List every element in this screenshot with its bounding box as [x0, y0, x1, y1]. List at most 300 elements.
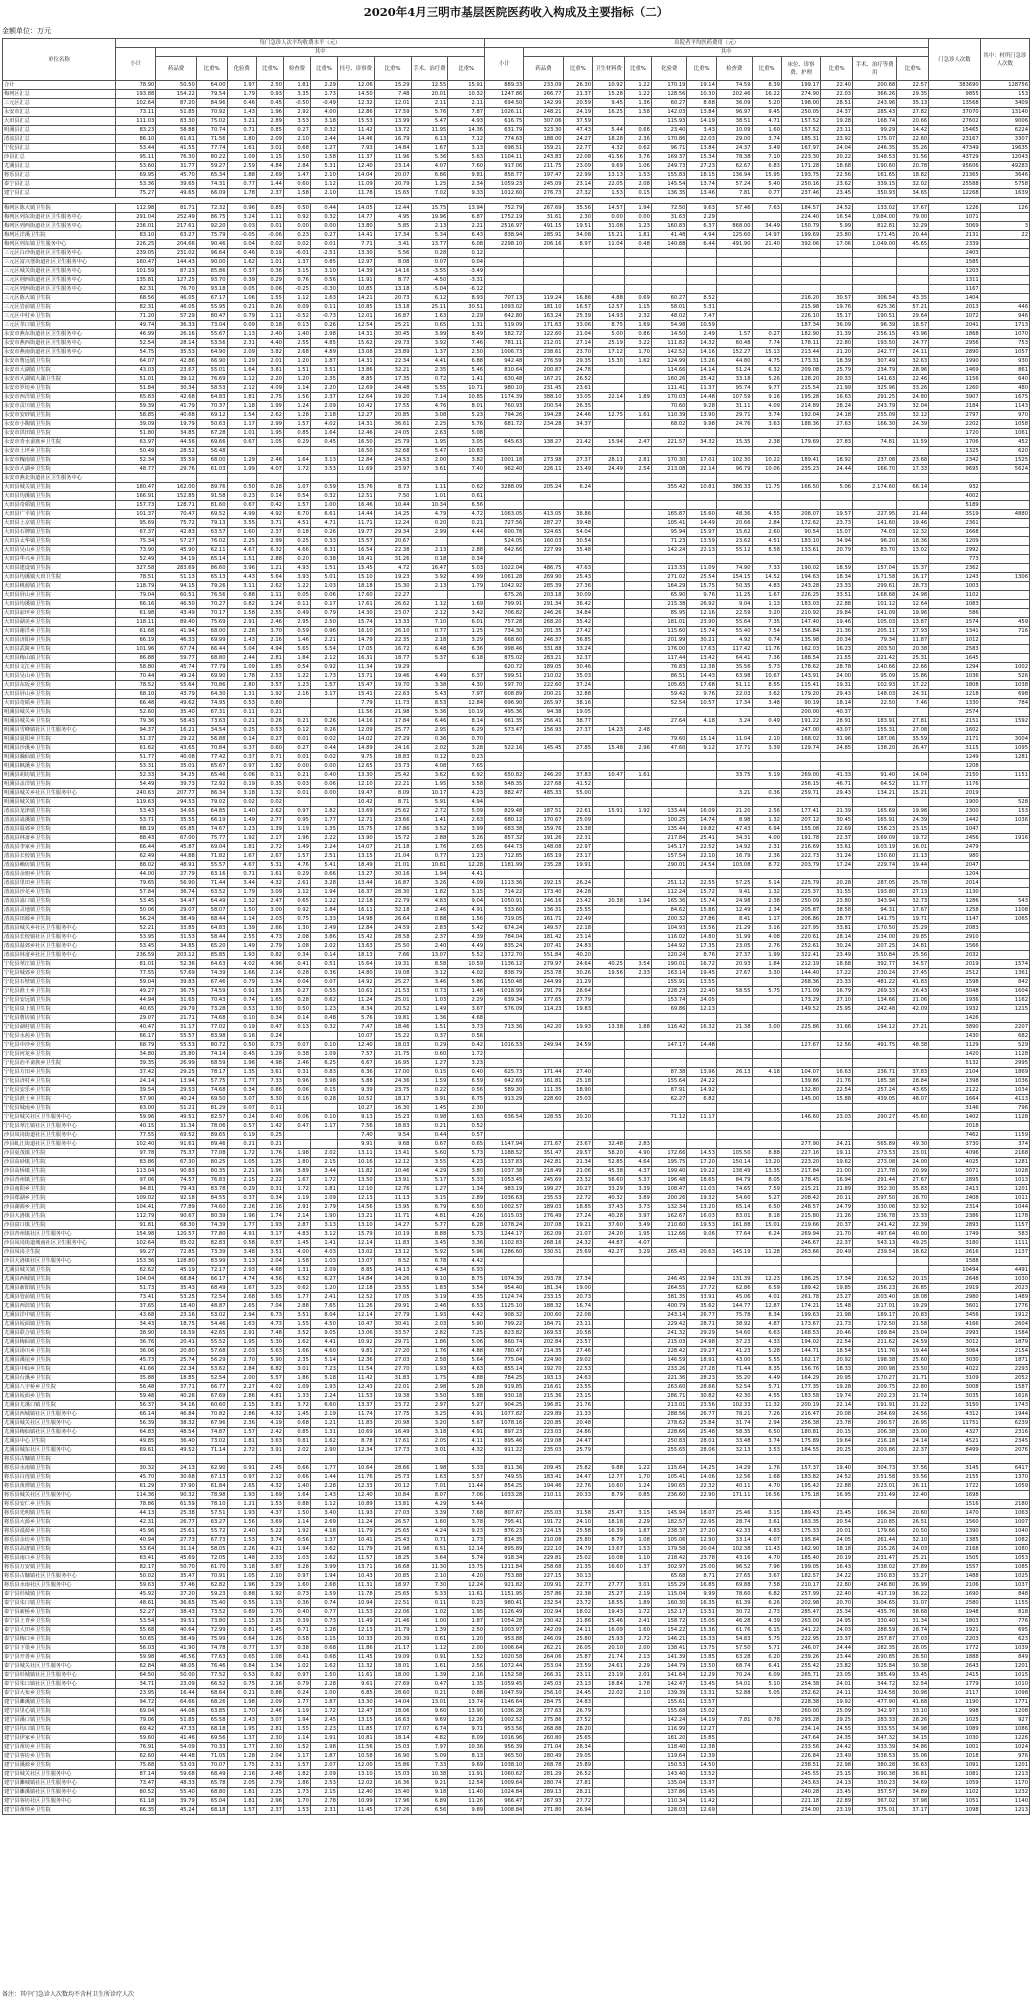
table-cell: 2.11 — [411, 99, 448, 108]
table-cell — [716, 1077, 752, 1086]
table-cell — [716, 1122, 752, 1131]
table-cell: 1574 — [929, 618, 981, 627]
table-cell: 23.15 — [897, 825, 929, 834]
table-cell: 0.44 — [310, 744, 337, 753]
table-cell: 10.34 — [411, 501, 448, 510]
table-row — [3, 681, 1030, 690]
table-cell: 5.75 — [752, 987, 781, 996]
table-cell: 1361 — [980, 969, 1029, 978]
table-cell: 55.01 — [196, 366, 227, 375]
table-cell: 109.02 — [115, 1194, 155, 1203]
table-cell: 5.40 — [752, 180, 781, 189]
table-cell: 2.49 — [687, 330, 716, 339]
table-cell: -0.49 — [310, 99, 337, 108]
table-cell: 55.12 — [716, 546, 752, 555]
table-cell — [781, 1050, 820, 1059]
table-cell — [256, 474, 283, 483]
table-cell: 13568 — [929, 99, 981, 108]
table-row — [3, 483, 1030, 492]
table-cell: 127.25 — [156, 276, 196, 285]
table-cell: 29.00 — [716, 135, 752, 144]
table-cell: 27.10 — [821, 996, 853, 1005]
row-unit-name: 永安市青水畲族乡卫生院 — [3, 438, 116, 447]
table-cell: 1.61 — [227, 144, 256, 153]
table-cell: 255.42 — [781, 1662, 820, 1671]
table-cell: 31.77 — [156, 162, 196, 171]
table-cell: 49283 — [980, 162, 1029, 171]
table-cell: 25.73 — [374, 1473, 411, 1482]
table-cell: 2202 — [929, 420, 981, 429]
table-row — [3, 1239, 1030, 1248]
table-cell: 70.44 — [115, 672, 155, 681]
table-cell: 46.99 — [115, 330, 155, 339]
table-cell: 8.39 — [752, 81, 781, 90]
table-cell: 44.88 — [156, 852, 196, 861]
row-unit-name: 尤溪县西城镇卫生院 — [3, 1275, 116, 1284]
table-cell: 20.10 — [593, 1644, 625, 1653]
table-cell: 3.72 — [283, 1401, 310, 1410]
table-cell: 25.38 — [156, 1509, 196, 1518]
table-cell: -0.25 — [283, 285, 310, 294]
table-cell: 44.13 — [115, 1509, 155, 1518]
table-cell: 57.90 — [115, 1095, 155, 1104]
table-cell: 75.72 — [156, 519, 196, 528]
table-cell: 19.28 — [821, 1383, 853, 1392]
table-cell: 23.78 — [687, 1554, 716, 1563]
table-cell: 8.78 — [337, 1437, 374, 1446]
table-cell: 25.77 — [374, 726, 411, 735]
table-cell: 41.52 — [563, 780, 592, 789]
table-cell: 374 — [980, 1140, 1029, 1149]
table-cell: 236.60 — [651, 1491, 687, 1500]
table-cell — [593, 555, 625, 564]
table-cell: 36.85 — [563, 636, 592, 645]
table-cell — [853, 474, 897, 483]
table-cell: 14.44 — [337, 510, 374, 519]
table-cell: 24.21 — [821, 1140, 853, 1149]
table-cell: 207.08 — [524, 1221, 563, 1230]
table-cell: 2.99 — [256, 420, 283, 429]
table-cell: 24.56 — [897, 1410, 929, 1419]
table-cell: 3.52 — [283, 1329, 310, 1338]
table-cell: 59.77 — [156, 654, 196, 663]
table-cell: 13.84 — [687, 108, 716, 117]
row-unit-name: 大田县均溪镇卫生院 — [3, 492, 116, 501]
table-cell: 36.65 — [156, 1599, 196, 1608]
table-cell: 0.19 — [256, 249, 283, 258]
table-cell: 11751 — [929, 1419, 981, 1428]
table-cell: 713.36 — [485, 1023, 524, 1032]
table-cell: 3.63 — [752, 420, 781, 429]
table-cell: 22.40 — [821, 81, 853, 90]
row-unit-name: 清流县温郊乡社区卫生服务中心 — [3, 942, 116, 951]
table-row — [3, 1131, 1030, 1140]
table-cell: 285.39 — [524, 582, 563, 591]
table-cell: 16.37 — [337, 888, 374, 897]
table-cell: 167.97 — [781, 144, 820, 153]
table-cell: 2.16 — [448, 1671, 485, 1680]
table-cell: 495.36 — [485, 708, 524, 717]
table-cell: 30.24 — [821, 942, 853, 951]
table-cell: 5.76 — [411, 108, 448, 117]
table-cell: 3035 — [929, 1392, 981, 1401]
table-cell — [411, 474, 448, 483]
table-cell: 37.90 — [156, 1482, 196, 1491]
table-cell: 381.35 — [651, 1293, 687, 1302]
table-cell: 22.38 — [563, 1590, 592, 1599]
table-cell — [593, 906, 625, 915]
table-cell: 155.91 — [651, 978, 687, 987]
table-cell: 6.27 — [310, 1275, 337, 1284]
table-cell: 0.83 — [310, 1068, 337, 1077]
table-cell: 11.71 — [337, 519, 374, 528]
table-cell: 19.93 — [563, 1023, 592, 1032]
table-cell: 4.51 — [752, 537, 781, 546]
table-cell: 29.71 — [374, 1338, 411, 1347]
table-cell: 290.27 — [853, 1113, 897, 1122]
table-cell: 0.49 — [752, 717, 781, 726]
table-cell: 27.21 — [897, 1023, 929, 1032]
table-cell: 1125.10 — [485, 1302, 524, 1311]
row-unit-name: 尤溪县西滨镇卫生院 — [3, 1302, 116, 1311]
table-cell: 15.91 — [448, 81, 485, 90]
table-cell: 16.41 — [337, 555, 374, 564]
table-cell: 1011 — [980, 1194, 1029, 1203]
table-cell: 78.60 — [716, 1590, 752, 1599]
table-cell: 31.99 — [716, 933, 752, 942]
table-cell: 11.03 — [687, 1185, 716, 1194]
table-cell — [651, 708, 687, 717]
table-cell: 19.05 — [563, 708, 592, 717]
table-cell — [283, 798, 310, 807]
header-visits: 门急诊人次数 — [929, 39, 981, 81]
table-cell — [593, 285, 625, 294]
table-cell: 49.27 — [115, 987, 155, 996]
table-cell: 2.44 — [227, 654, 256, 663]
table-cell — [980, 546, 1029, 555]
table-cell: 10.57 — [687, 699, 716, 708]
table-cell: 1.34 — [256, 978, 283, 987]
table-cell: 145.45 — [524, 744, 563, 753]
table-cell: 2.00 — [411, 456, 448, 465]
table-cell — [310, 798, 337, 807]
table-cell: 35.17 — [821, 312, 853, 321]
table-cell: 21.71 — [156, 1014, 196, 1023]
table-cell — [624, 1041, 651, 1050]
table-cell: 4.84 — [256, 162, 283, 171]
table-cell: 1.69 — [624, 321, 651, 330]
table-cell: 491.90 — [716, 240, 752, 249]
table-cell: 53.60 — [115, 162, 155, 171]
table-cell: 34.32 — [687, 438, 716, 447]
table-cell: 104.93 — [651, 924, 687, 933]
table-cell: 16.11 — [337, 906, 374, 915]
table-cell: 11.96 — [374, 153, 411, 162]
table-cell: 5.63 — [256, 1347, 283, 1356]
table-cell: 22.13 — [687, 546, 716, 555]
table-cell: 170.67 — [524, 816, 563, 825]
table-cell: 1.24 — [256, 600, 283, 609]
table-cell: 32.02 — [897, 180, 929, 189]
table-cell: 20.73 — [374, 294, 411, 303]
table-cell — [651, 249, 687, 258]
table-cell: 12.54 — [337, 321, 374, 330]
table-cell: 18.90 — [563, 1086, 592, 1095]
table-cell: 172.50 — [853, 1320, 897, 1329]
table-cell — [624, 519, 651, 528]
table-cell: 228.60 — [524, 1095, 563, 1104]
table-cell — [624, 627, 651, 636]
table-row — [3, 1572, 1030, 1581]
table-cell: 1.49 — [411, 1005, 448, 1014]
table-cell: 21.35 — [563, 1563, 592, 1572]
table-cell — [980, 258, 1029, 267]
table-cell: 0.23 — [227, 492, 256, 501]
table-row — [3, 1608, 1030, 1617]
table-cell: 63.00 — [115, 1104, 155, 1113]
table-cell: 21365 — [929, 171, 981, 180]
table-row — [3, 672, 1030, 681]
table-cell: 749.55 — [485, 1473, 524, 1482]
table-cell: 1281 — [980, 1158, 1029, 1167]
table-cell — [821, 285, 853, 294]
table-cell: 115.93 — [651, 117, 687, 126]
table-cell: 842 — [980, 978, 1029, 987]
table-cell: 2.18 — [411, 636, 448, 645]
table-cell: 0.03 — [227, 222, 256, 231]
table-cell — [897, 258, 929, 267]
table-cell: 0.85 — [624, 1491, 651, 1500]
table-cell: 66.17 — [115, 1032, 155, 1041]
table-cell: 78.98 — [196, 1491, 227, 1500]
table-cell: 849 — [980, 1653, 1029, 1662]
table-cell: 288.59 — [853, 1626, 897, 1635]
table-cell: 223.03 — [524, 1428, 563, 1437]
table-cell: 28.01 — [687, 1437, 716, 1446]
table-cell: 12.01 — [337, 312, 374, 321]
table-cell: 11.42 — [337, 1374, 374, 1383]
table-cell: 56.03 — [115, 1644, 155, 1653]
table-cell: 74.39 — [196, 969, 227, 978]
table-cell: 1402 — [929, 1113, 981, 1122]
table-cell — [651, 447, 687, 456]
row-unit-name: 泰宁县大田乡卫生院 — [3, 1626, 116, 1635]
table-cell: 57.25 — [716, 879, 752, 888]
table-cell: 37.23 — [716, 1338, 752, 1347]
table-cell: 65.13 — [196, 573, 227, 582]
table-cell: 94.81 — [115, 1185, 155, 1194]
table-cell: 111.03 — [115, 117, 155, 126]
table-cell: 625.73 — [485, 1068, 524, 1077]
table-cell: 40.15 — [115, 1122, 155, 1131]
table-cell: 23.11 — [563, 1671, 592, 1680]
table-cell: 187.34 — [781, 321, 820, 330]
row-unit-name: 梅列区列东镇卫生服务中心 — [3, 240, 116, 249]
table-cell: 1.94 — [624, 897, 651, 906]
table-row — [3, 1329, 1030, 1338]
table-cell: 0.65 — [448, 1140, 485, 1149]
table-cell: 5758 — [980, 180, 1029, 189]
table-cell: 16.23 — [821, 645, 853, 654]
table-cell: 217.01 — [853, 1302, 897, 1311]
table-cell: 2.29 — [687, 213, 716, 222]
table-cell: 92.18 — [156, 1194, 196, 1203]
table-cell: 24.83 — [563, 942, 592, 951]
table-cell: 0.31 — [256, 1185, 283, 1194]
table-cell: 25.84 — [687, 1419, 716, 1428]
table-cell: 0.88 — [283, 1500, 310, 1509]
table-cell: 1159 — [980, 1131, 1029, 1140]
table-cell: 15.23 — [374, 1113, 411, 1122]
table-cell: 1990 — [929, 357, 981, 366]
table-cell: 22.94 — [687, 1275, 716, 1284]
table-cell: -6.01 — [283, 249, 310, 258]
table-cell: 26.92 — [687, 600, 716, 609]
table-cell: 26.11 — [897, 1482, 929, 1491]
row-unit-name: 清流县长校镇卫生院 — [3, 852, 116, 861]
table-cell: 1204 — [929, 870, 981, 879]
table-cell: 119.24 — [524, 294, 563, 303]
table-cell: 0.69 — [624, 294, 651, 303]
table-cell: 193.50 — [853, 339, 897, 348]
table-cell: 64.63 — [196, 960, 227, 969]
table-cell: 19635 — [980, 144, 1029, 153]
table-cell: 228.23 — [651, 987, 687, 996]
table-cell: 32.04 — [897, 402, 929, 411]
table-cell: 2.09 — [310, 402, 337, 411]
table-cell: 282.35 — [853, 1644, 897, 1653]
table-cell: 25.93 — [593, 1635, 625, 1644]
table-cell: 64.30 — [196, 690, 227, 699]
table-cell: 350.93 — [853, 189, 897, 198]
table-cell: 1.62 — [624, 357, 651, 366]
table-cell: 20.67 — [374, 537, 411, 546]
table-cell: 6.59 — [752, 1284, 781, 1293]
table-cell — [781, 501, 820, 510]
table-cell: 102.33 — [716, 1401, 752, 1410]
table-cell — [624, 1401, 651, 1410]
table-cell: 52.36 — [156, 960, 196, 969]
table-cell: 12.23 — [752, 1275, 781, 1284]
table-cell: 1.56 — [227, 1518, 256, 1527]
table-cell: 0.06 — [310, 591, 337, 600]
table-cell — [781, 1257, 820, 1266]
table-cell: 170.86 — [651, 135, 687, 144]
table-cell: 3.30 — [752, 969, 781, 978]
table-cell: 34.25 — [156, 771, 196, 780]
table-cell: 33.48 — [716, 1437, 752, 1446]
table-cell: 20.63 — [687, 1248, 716, 1257]
table-cell: 77.74 — [196, 144, 227, 153]
table-cell: 171.58 — [853, 573, 897, 582]
table-cell: 14.04 — [337, 171, 374, 180]
table-cell: 58.05 — [196, 1545, 227, 1554]
table-cell: 4.73 — [256, 1320, 283, 1329]
table-cell: 10.89 — [337, 1500, 374, 1509]
table-cell: 24.28 — [563, 888, 592, 897]
header-in-qizhong: 其中 — [524, 48, 929, 57]
table-cell: 24.39 — [897, 420, 929, 429]
table-cell — [624, 690, 651, 699]
table-cell: 30.41 — [374, 1320, 411, 1329]
table-cell: 1050.91 — [485, 897, 524, 906]
table-cell: 2342 — [929, 456, 981, 465]
table-cell: 0.62 — [448, 483, 485, 492]
table-cell: 2648 — [929, 1275, 981, 1284]
table-row — [3, 753, 1030, 762]
table-cell: 180.81 — [781, 1428, 820, 1437]
table-cell: 2.10 — [411, 1572, 448, 1581]
table-cell: 24.32 — [563, 1239, 592, 1248]
table-cell: 299.61 — [853, 582, 897, 591]
table-cell: 5.43 — [411, 690, 448, 699]
table-cell: 34.31 — [716, 834, 752, 843]
table-cell: 10.84 — [374, 1491, 411, 1500]
table-cell: 65.46 — [196, 771, 227, 780]
table-cell: 169.53 — [524, 1329, 563, 1338]
data-table — [2, 38, 1030, 1815]
table-cell: 183.91 — [853, 717, 897, 726]
table-cell: 7.81 — [716, 189, 752, 198]
table-cell: 200.98 — [853, 1365, 897, 1374]
table-cell: 1.76 — [256, 1149, 283, 1158]
table-cell: 69.95 — [115, 171, 155, 180]
table-cell: 193.75 — [781, 171, 820, 180]
table-cell: 7.96 — [752, 1563, 781, 1572]
table-cell: 1.49 — [227, 942, 256, 951]
table-cell: 24.86 — [563, 1428, 592, 1437]
table-cell — [593, 762, 625, 771]
table-cell — [624, 1266, 651, 1275]
table-cell — [716, 1140, 752, 1149]
table-cell: 3.43 — [687, 126, 716, 135]
table-cell: 69.99 — [196, 636, 227, 645]
table-cell: 12.14 — [337, 1239, 374, 1248]
table-row — [3, 135, 1030, 144]
table-cell — [593, 627, 625, 636]
row-unit-name: 尤溪县溪尾乡卫生院 — [3, 1356, 116, 1365]
table-cell: 34.08 — [563, 231, 592, 240]
table-cell: 2992 — [929, 546, 981, 555]
table-cell — [624, 429, 651, 438]
table-cell — [624, 870, 651, 879]
table-cell — [624, 1032, 651, 1041]
table-cell: 1157 — [980, 1221, 1029, 1230]
row-unit-name: 泰宁县汇总 — [3, 180, 116, 189]
table-cell: 0.74 — [227, 996, 256, 1005]
table-cell: 56.24 — [115, 915, 155, 924]
row-unit-name: 大田县吴山乡卫生院 — [3, 672, 116, 681]
table-cell: 207.25 — [853, 942, 897, 951]
table-cell: 1.22 — [624, 1464, 651, 1473]
table-cell: 7.12 — [448, 135, 485, 144]
table-cell: 3.61 — [256, 1068, 283, 1077]
table-cell: 0.97 — [283, 807, 310, 816]
table-cell: 70.92 — [196, 108, 227, 117]
table-cell: 1.21 — [227, 1500, 256, 1509]
table-cell — [485, 1050, 524, 1059]
table-cell: 257.99 — [781, 1590, 820, 1599]
table-cell: 244.99 — [524, 978, 563, 987]
table-cell: 49.51 — [156, 1113, 196, 1122]
table-cell: 21.33 — [563, 1410, 592, 1419]
table-cell: 126 — [980, 204, 1029, 213]
table-cell: 55.67 — [196, 330, 227, 339]
table-cell: 274.90 — [781, 90, 820, 99]
table-cell: 56.39 — [115, 1419, 155, 1428]
table-cell: 114.36 — [115, 1491, 155, 1500]
table-cell: 481.22 — [853, 978, 897, 987]
